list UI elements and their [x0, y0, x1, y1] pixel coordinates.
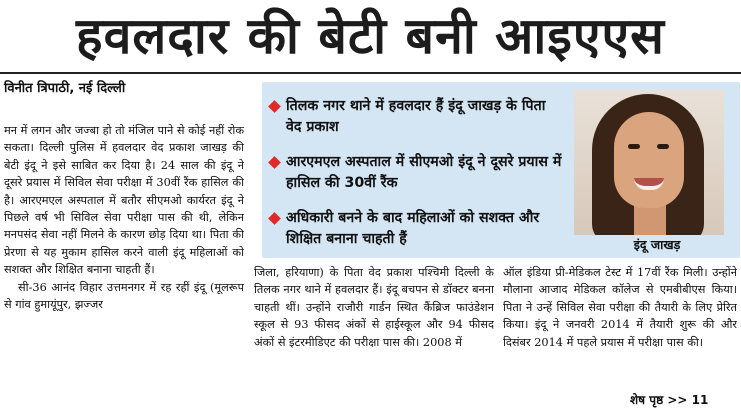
highlight-text: अधिकारी बनने के बाद महिलाओं को सशक्त और शिक्षित बनाना चाहती हैं — [286, 210, 540, 247]
headline-rule — [0, 72, 741, 74]
portrait-photo — [574, 90, 724, 235]
headline: हवलदार की बेटी बनी आइएएस — [76, 7, 665, 65]
article-column-3 — [503, 264, 737, 390]
paragraph: जिला, हरियाणा) के पिता वेद प्रकाश पश्चिमी दिल्ली के तिलक नगर थाने में हवलदार हैं। इंदू बचपन से डॉक्टर बनना चाहती थीं। उन्होंने राजौरी गार्डन स्थित कैंब्रिज फाउंडेशन स्कूल से 93 फीसद अंकों से हाईस्कूल और 94 फीसद अंकों से इंटरमीडिएट की परीक्षा पास की। 2008 में — [254, 266, 494, 349]
photo-caption: इंदू जाखड़ — [633, 237, 681, 252]
highlight-item — [270, 152, 562, 194]
article-column-2 — [254, 264, 494, 410]
paragraph: ऑल इंडिया प्री-मेडिकल टेस्ट में 17वीं रैंक मिली। उन्होंने मौलाना आजाद मेडिकल कॉलेज से एमबीबीएस किया। पिता ने उन्हें सिविल सेवा परीक्षा की तैयारी के लिए प्रेरित किया। इंदू ने जनवरी 2014 में तैयारी शुरू की और दिसंबर 2014 में पहले प्रयास में परीक्षा पास की। — [503, 266, 737, 349]
paragraph: सी-36 आनंद विहार उत्तमनगर में रह रहीं इंदू (मूलरूप से गांव हुमायूंपुर, झज्जर — [4, 280, 244, 312]
byline: विनीत त्रिपाठी, नई दिल्ली — [4, 81, 126, 96]
continued-on-page: शेष पृष्ठ >> 11 — [630, 393, 709, 407]
photo-face — [614, 112, 684, 208]
highlight-item — [270, 208, 562, 250]
photo-eye — [657, 144, 669, 149]
paragraph: मन में लगन और जज्बा हो तो मंजिल पाने से कोई नहीं रोक सकता। दिल्ली पुलिस में हवलदार वेद प्रकाश जाखड़ की बेटी इंदू ने इसे साबित कर दिया है। 24 साल की इंदू ने दूसरे प्रयास में सिविल सेवा परीक्षा में 30वीं रैंक हासिल की है। आरएमएल अस्पताल में बतौर सीएमओ कार्यरत इंदू ने पिछले वर्ष भी सिविल सेवा परीक्षा पास की थी, लेकिन मनपसंद सेवा नहीं मिलने के कारण छोड़ दिया था। पिता की प्रेरणा से यह मुकाम हासिल करने वाली इंदू महिलाओं को सशक्त और शिक्षित बनाना चाहती हैं। — [4, 124, 244, 277]
photo-eye — [628, 144, 640, 149]
article-column-1 — [4, 122, 244, 410]
highlight-item — [270, 96, 562, 138]
highlight-text: आरएमएल अस्पताल में सीएमओ इंदू ने दूसरे प्रयास में हासिल की 30वीं रैंक — [286, 154, 562, 191]
highlight-text: तिलक नगर थाने में हवलदार हैं इंदू जाखड़ के पिता वेद प्रकाश — [286, 98, 546, 135]
